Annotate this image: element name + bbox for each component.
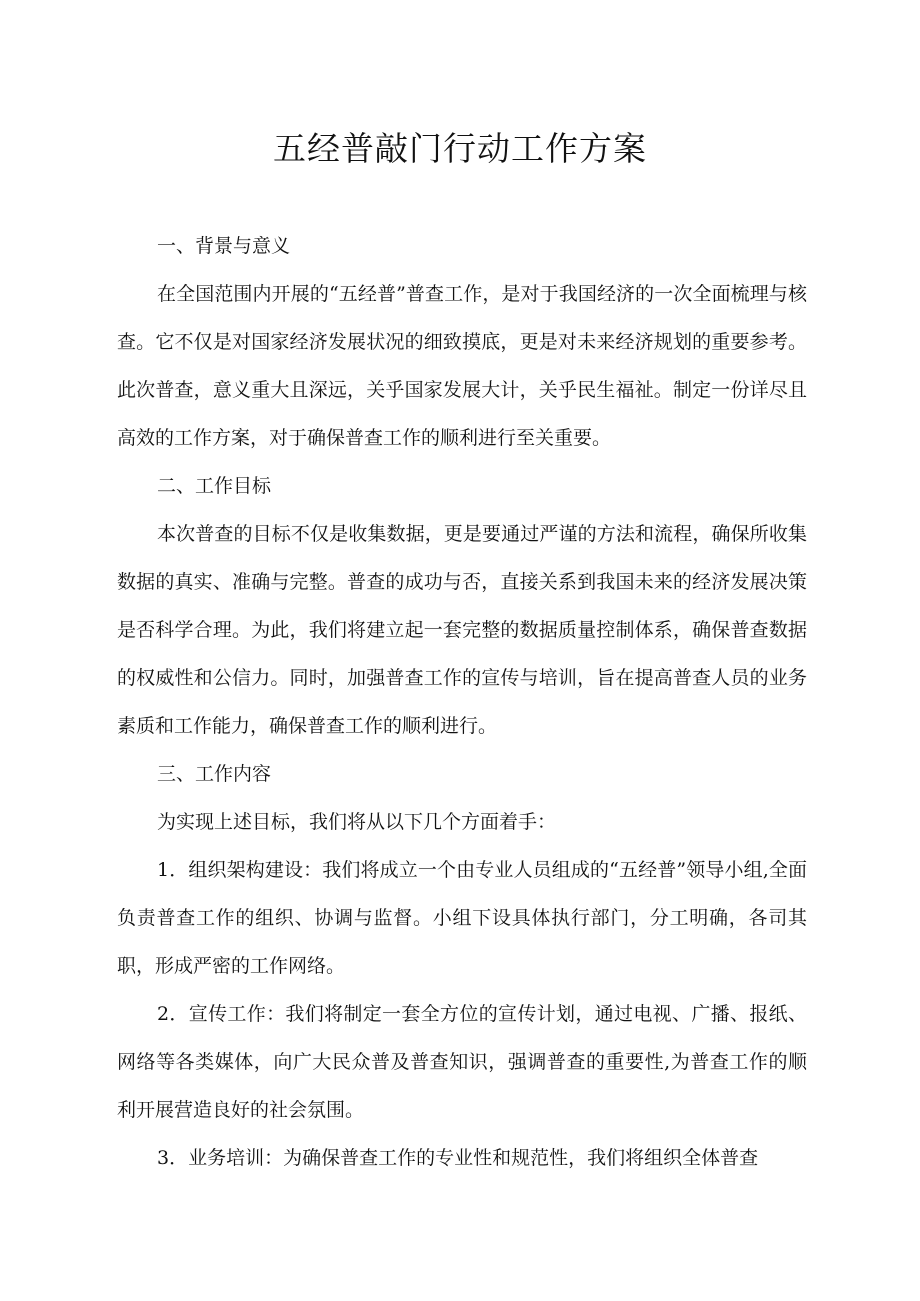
paragraph-background: 在全国范围内开展的“五经普”普查工作，是对于我国经济的一次全面梳理与核查。它不仅是对国家经济发展状况的细致摸底，更是对未来经济规划的重要参考。此次普查，意义重大且深远，关乎国家发展大计，关乎民生福祉。制定一份详尽且高效的工作方案，对于确保普查工作的顺利进行至关重要。 [117,283,807,449]
paragraph-goals: 本次普查的目标不仅是收集数据，更是要通过严谨的方法和流程，确保所收集数据的真实、准确与完整。普查的成功与否，直接关系到我国未来的经济发展决策是否科学合理。为此，我们将建立起一套完整的数据质量控制体系，确保普查数据的权威性和公信力。同时，加强普查工作的宣传与培训，旨在提高普查人员的业务素质和工作能力，确保普查工作的顺利进行。 [117,523,807,737]
document-body [117,222,807,1182]
section-heading-content: 三、工作内容 [157,763,272,785]
section-heading-goals: 二、工作目标 [157,475,272,497]
document-title: 五经普敲门行动工作方案 [273,129,647,168]
list-item-publicity: 2．宣传工作：我们将制定一套全方位的宣传计划，通过电视、广播、报纸、网络等各类媒体，向广大民众普及普查知识，强调普查的重要性,为普查工作的顺利开展营造良好的社会氛围。 [117,1003,807,1121]
paragraph-content-intro: 为实现上述目标，我们将从以下几个方面着手： [157,811,557,833]
list-item-organization: 1．组织架构建设：我们将成立一个由专业人员组成的“五经普”领导小组,全面负责普查工作的组织、协调与监督。小组下设具体执行部门，分工明确，各司其职，形成严密的工作网络。 [117,859,807,977]
list-item-training: 3．业务培训：为确保普查工作的专业性和规范性，我们将组织全体普查 [157,1147,759,1169]
section-heading-background: 一、背景与意义 [157,235,291,257]
